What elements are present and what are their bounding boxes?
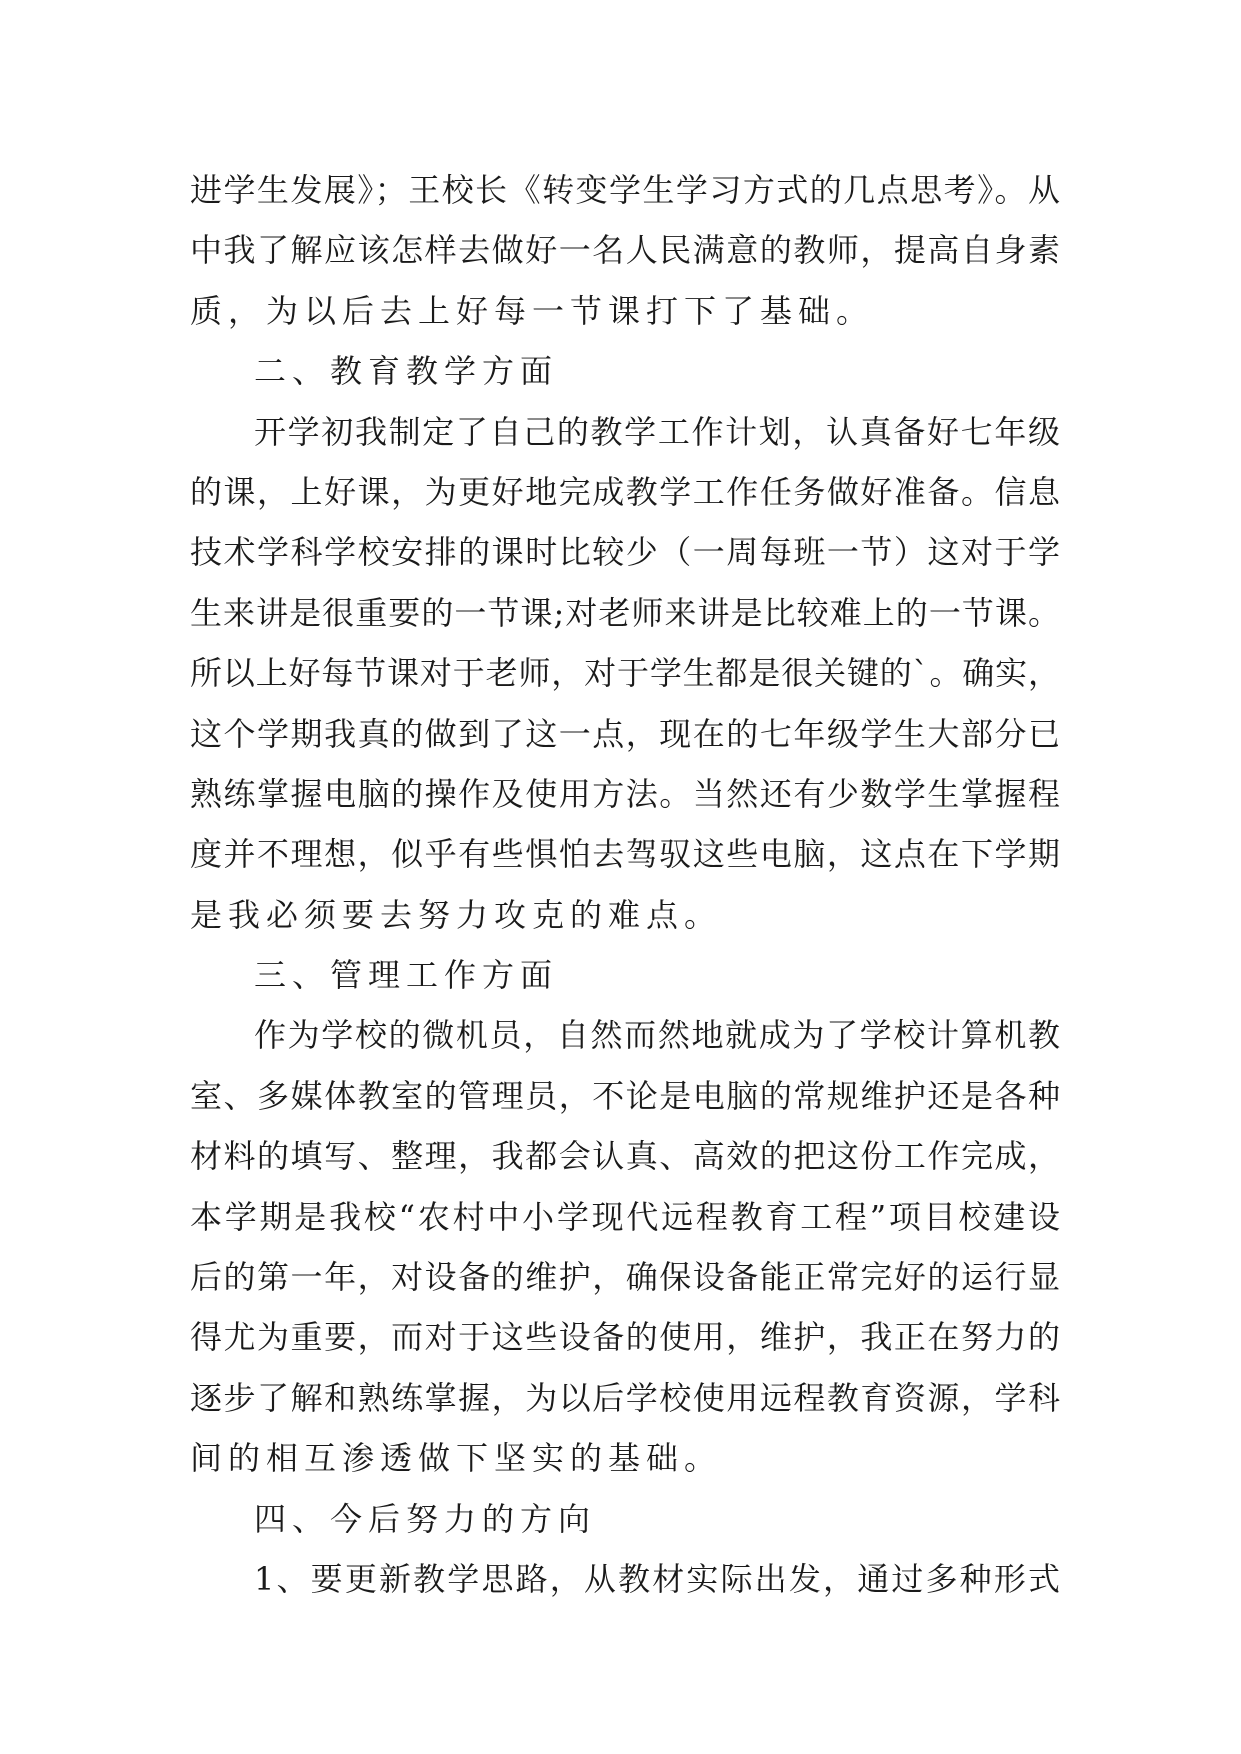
text-line-17: 材料的填写、整理，我都会认真、高效的把这份工作完成，	[190, 1137, 1060, 1176]
text-line-2: 中我了解应该怎样去做好一名人民满意的教师，提高自身素	[190, 231, 1060, 270]
text-line-5: 开学初我制定了自己的教学工作计划，认真备好七年级	[254, 412, 1060, 451]
text-line-10: 这个学期我真的做到了这一点，现在的七年级学生大部分已	[190, 714, 1060, 753]
text-line-22: 间的相互渗透做下坚实的基础。	[190, 1439, 723, 1478]
text-line-7: 技术学科学校安排的课时比较少（一周每班一节）这对于学	[190, 533, 1060, 572]
section-heading-management: 三、管理工作方面	[254, 956, 559, 995]
text-line-19: 后的第一年，对设备的维护，确保设备能正常完好的运行显	[190, 1258, 1060, 1297]
text-line-20: 得尤为重要，而对于这些设备的使用，维护，我正在努力的	[190, 1318, 1060, 1357]
text-line-21: 逐步了解和熟练掌握，为以后学校使用远程教育资源，学科	[190, 1378, 1060, 1417]
text-line-13: 是我必须要去努力攻克的难点。	[190, 895, 723, 934]
section-heading-teaching: 二、教育教学方面	[254, 352, 559, 391]
text-line-11: 熟练掌握电脑的操作及使用方法。当然还有少数学生掌握程	[190, 774, 1060, 813]
text-line-12: 度并不理想，似乎有些惧怕去驾驭这些电脑，这点在下学期	[190, 835, 1060, 874]
section-heading-future: 四、今后努力的方向	[254, 1499, 597, 1538]
text-line-3: 质，为以后去上好每一节课打下了基础。	[190, 291, 875, 330]
text-line-18: 本学期是我校“农村中小学现代远程教育工程”项目校建设	[190, 1197, 1060, 1236]
text-line-1: 进学生发展》；王校长《转变学生学习方式的几点思考》。从	[190, 171, 1060, 209]
text-line-9: 所以上好每节课对于老师，对于学生都是很关键的`。确实，	[190, 654, 1060, 693]
text-line-24: 1、要更新教学思路，从教材实际出发，通过多种形式	[254, 1559, 1060, 1598]
document-body	[190, 160, 1060, 1609]
text-line-15: 作为学校的微机员，自然而然地就成为了学校计算机教	[254, 1016, 1060, 1055]
text-line-6: 的课，上好课，为更好地完成教学工作任务做好准备。信息	[190, 472, 1060, 511]
text-line-16: 室、多媒体教室的管理员，不论是电脑的常规维护还是各种	[190, 1076, 1060, 1115]
text-line-8: 生来讲是很重要的一节课;对老师来讲是比较难上的一节课。	[190, 593, 1060, 632]
